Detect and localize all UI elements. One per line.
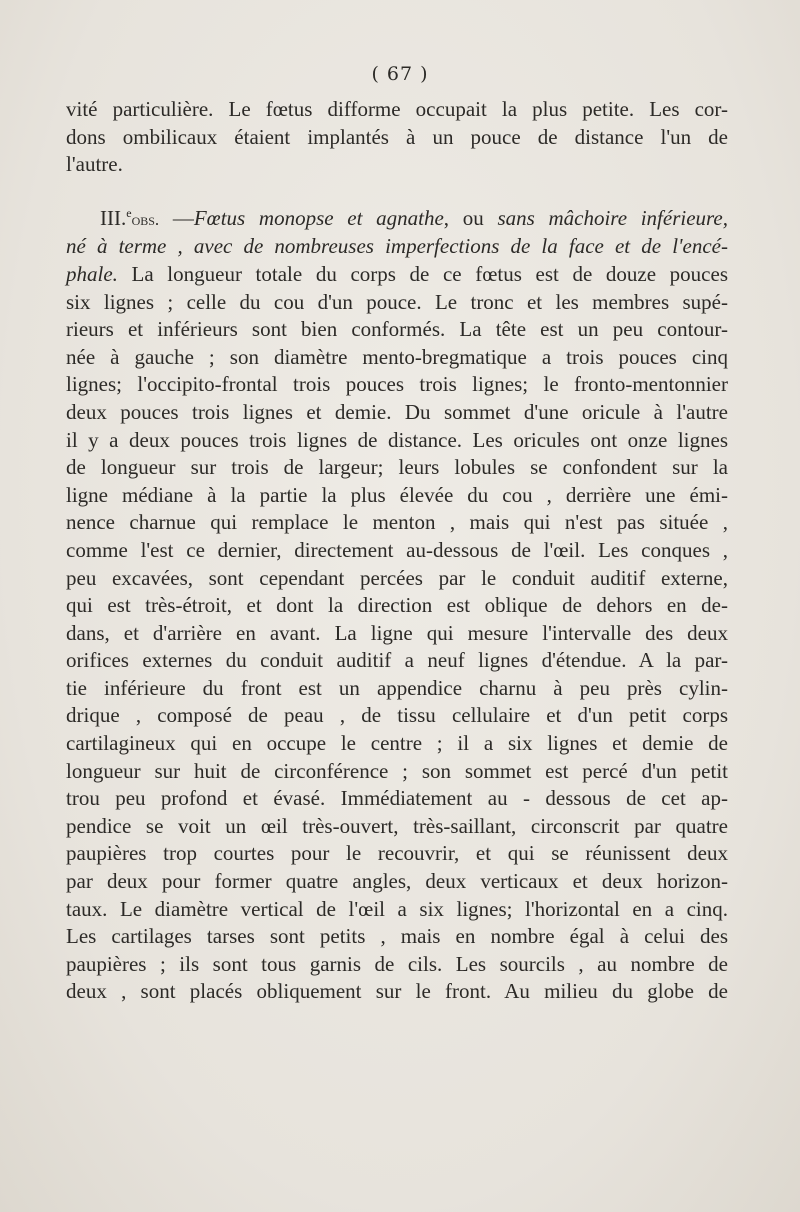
text-line: deux , sont placés obliquement sur le front. Au milieu du globe de — [66, 979, 728, 1004]
observation-number: III. — [100, 205, 127, 230]
text-line — [66, 233, 728, 261]
text-line: paupières trop courtes pour le recouvrir, et qui se réunissent deux — [66, 841, 728, 866]
text-line: de longueur sur trois de largeur; leurs lobules se confondent sur la — [66, 455, 728, 480]
observation-title-part-3: né à terme , avec de nombreuses imperfections de la face et de l'encé- — [66, 234, 728, 259]
text-line: nence charnue qui remplace le menton , mais qui n'est pas située , — [66, 510, 728, 535]
text-line: deux pouces trois lignes et demie. Du sommet d'une oricule à l'autre — [66, 399, 728, 424]
observation-paragraph — [66, 200, 728, 1006]
text-line: dans, et d'arrière en avant. La ligne qui mesure l'intervalle des deux — [66, 620, 728, 645]
observation-heading-line — [66, 200, 728, 234]
text-line: par deux pour former quatre angles, deux verticaux et deux horizon- — [66, 869, 728, 894]
text-line: paupières ; ils sont tous garnis de cils. Les sourcils , au nombre de — [66, 951, 728, 976]
text-line: pendice se voit un œil très-ouvert, très-saillant, circonscrit par quatre — [66, 813, 728, 838]
text-line: lignes; l'occipito-frontal trois pouces trois lignes; le fronto-mentonnier — [66, 372, 728, 397]
text-line: l'autre. — [66, 152, 123, 177]
observation-dash: — — [159, 205, 194, 230]
text-line: cartilagineux qui en occupe le centre ; il a six lignes et demie de — [66, 731, 728, 756]
text-line: dons ombilicaux étaient implantés à un pouce de distance l'un de — [66, 124, 728, 149]
text-line: vité particulière. Le fœtus difforme occupait la plus petite. Les cor- — [66, 97, 728, 121]
paragraph-continuation — [66, 96, 728, 179]
observation-text-start: La longueur totale du corps de ce fœtus est de douze pouces — [117, 261, 728, 286]
text-line: qui est très-étroit, et dont la direction est oblique de dehors en de- — [66, 593, 728, 618]
text-line: il y a deux pouces trois lignes de distance. Les oricules ont onze lignes — [66, 427, 728, 452]
text-line — [66, 261, 728, 289]
text-line: comme l'est ce dernier, directement au-dessous de l'œil. Les conques , — [66, 537, 728, 562]
text-line: trou peu profond et évasé. Immédiatement au - dessous de cet ap- — [66, 786, 728, 811]
text-line: peu excavées, sont cependant percées par le conduit auditif externe, — [66, 565, 728, 590]
text-line: orifices externes du conduit auditif a neuf lignes d'étendue. A la par- — [66, 648, 728, 673]
text-line: longueur sur huit de circonférence ; son sommet est percé d'un petit — [66, 758, 728, 783]
text-line: six lignes ; celle du cou d'un pouce. Le tronc et les membres supé- — [66, 289, 728, 314]
observation-ordinal-sup: e — [126, 205, 132, 220]
observation-title-connector: , ou — [443, 205, 498, 230]
text-line: rieurs et inférieurs sont bien conformés. La tête est un peu contour- — [66, 317, 728, 342]
text-line: tie inférieure du front est un appendice charnu à peu près cylin- — [66, 675, 728, 700]
observation-label: obs. — [131, 209, 160, 229]
observation-title-part-4: phale. — [66, 261, 118, 286]
text-line: Les cartilages tarses sont petits , mais en nombre égal à celui des — [66, 924, 728, 949]
body-text — [66, 96, 728, 1006]
text-line: ligne médiane à la partie la plus élevée du cou , derrière une émi- — [66, 482, 728, 507]
text-line: taux. Le diamètre vertical de l'œil a six lignes; l'horizontal en a cinq. — [66, 896, 728, 921]
observation-title-part-1: Fœtus monopse et agnathe — [193, 205, 444, 230]
page-number: ( 67 ) — [371, 63, 429, 85]
paragraph-gap — [66, 179, 728, 200]
text-line: née à gauche ; son diamètre mento-bregmatique a trois pouces cinq — [66, 344, 728, 369]
observation-title-part-2: sans mâchoire inférieure, — [497, 205, 729, 230]
text-line: drique , composé de peau , de tissu cellulaire et d'un petit corps — [66, 703, 728, 728]
